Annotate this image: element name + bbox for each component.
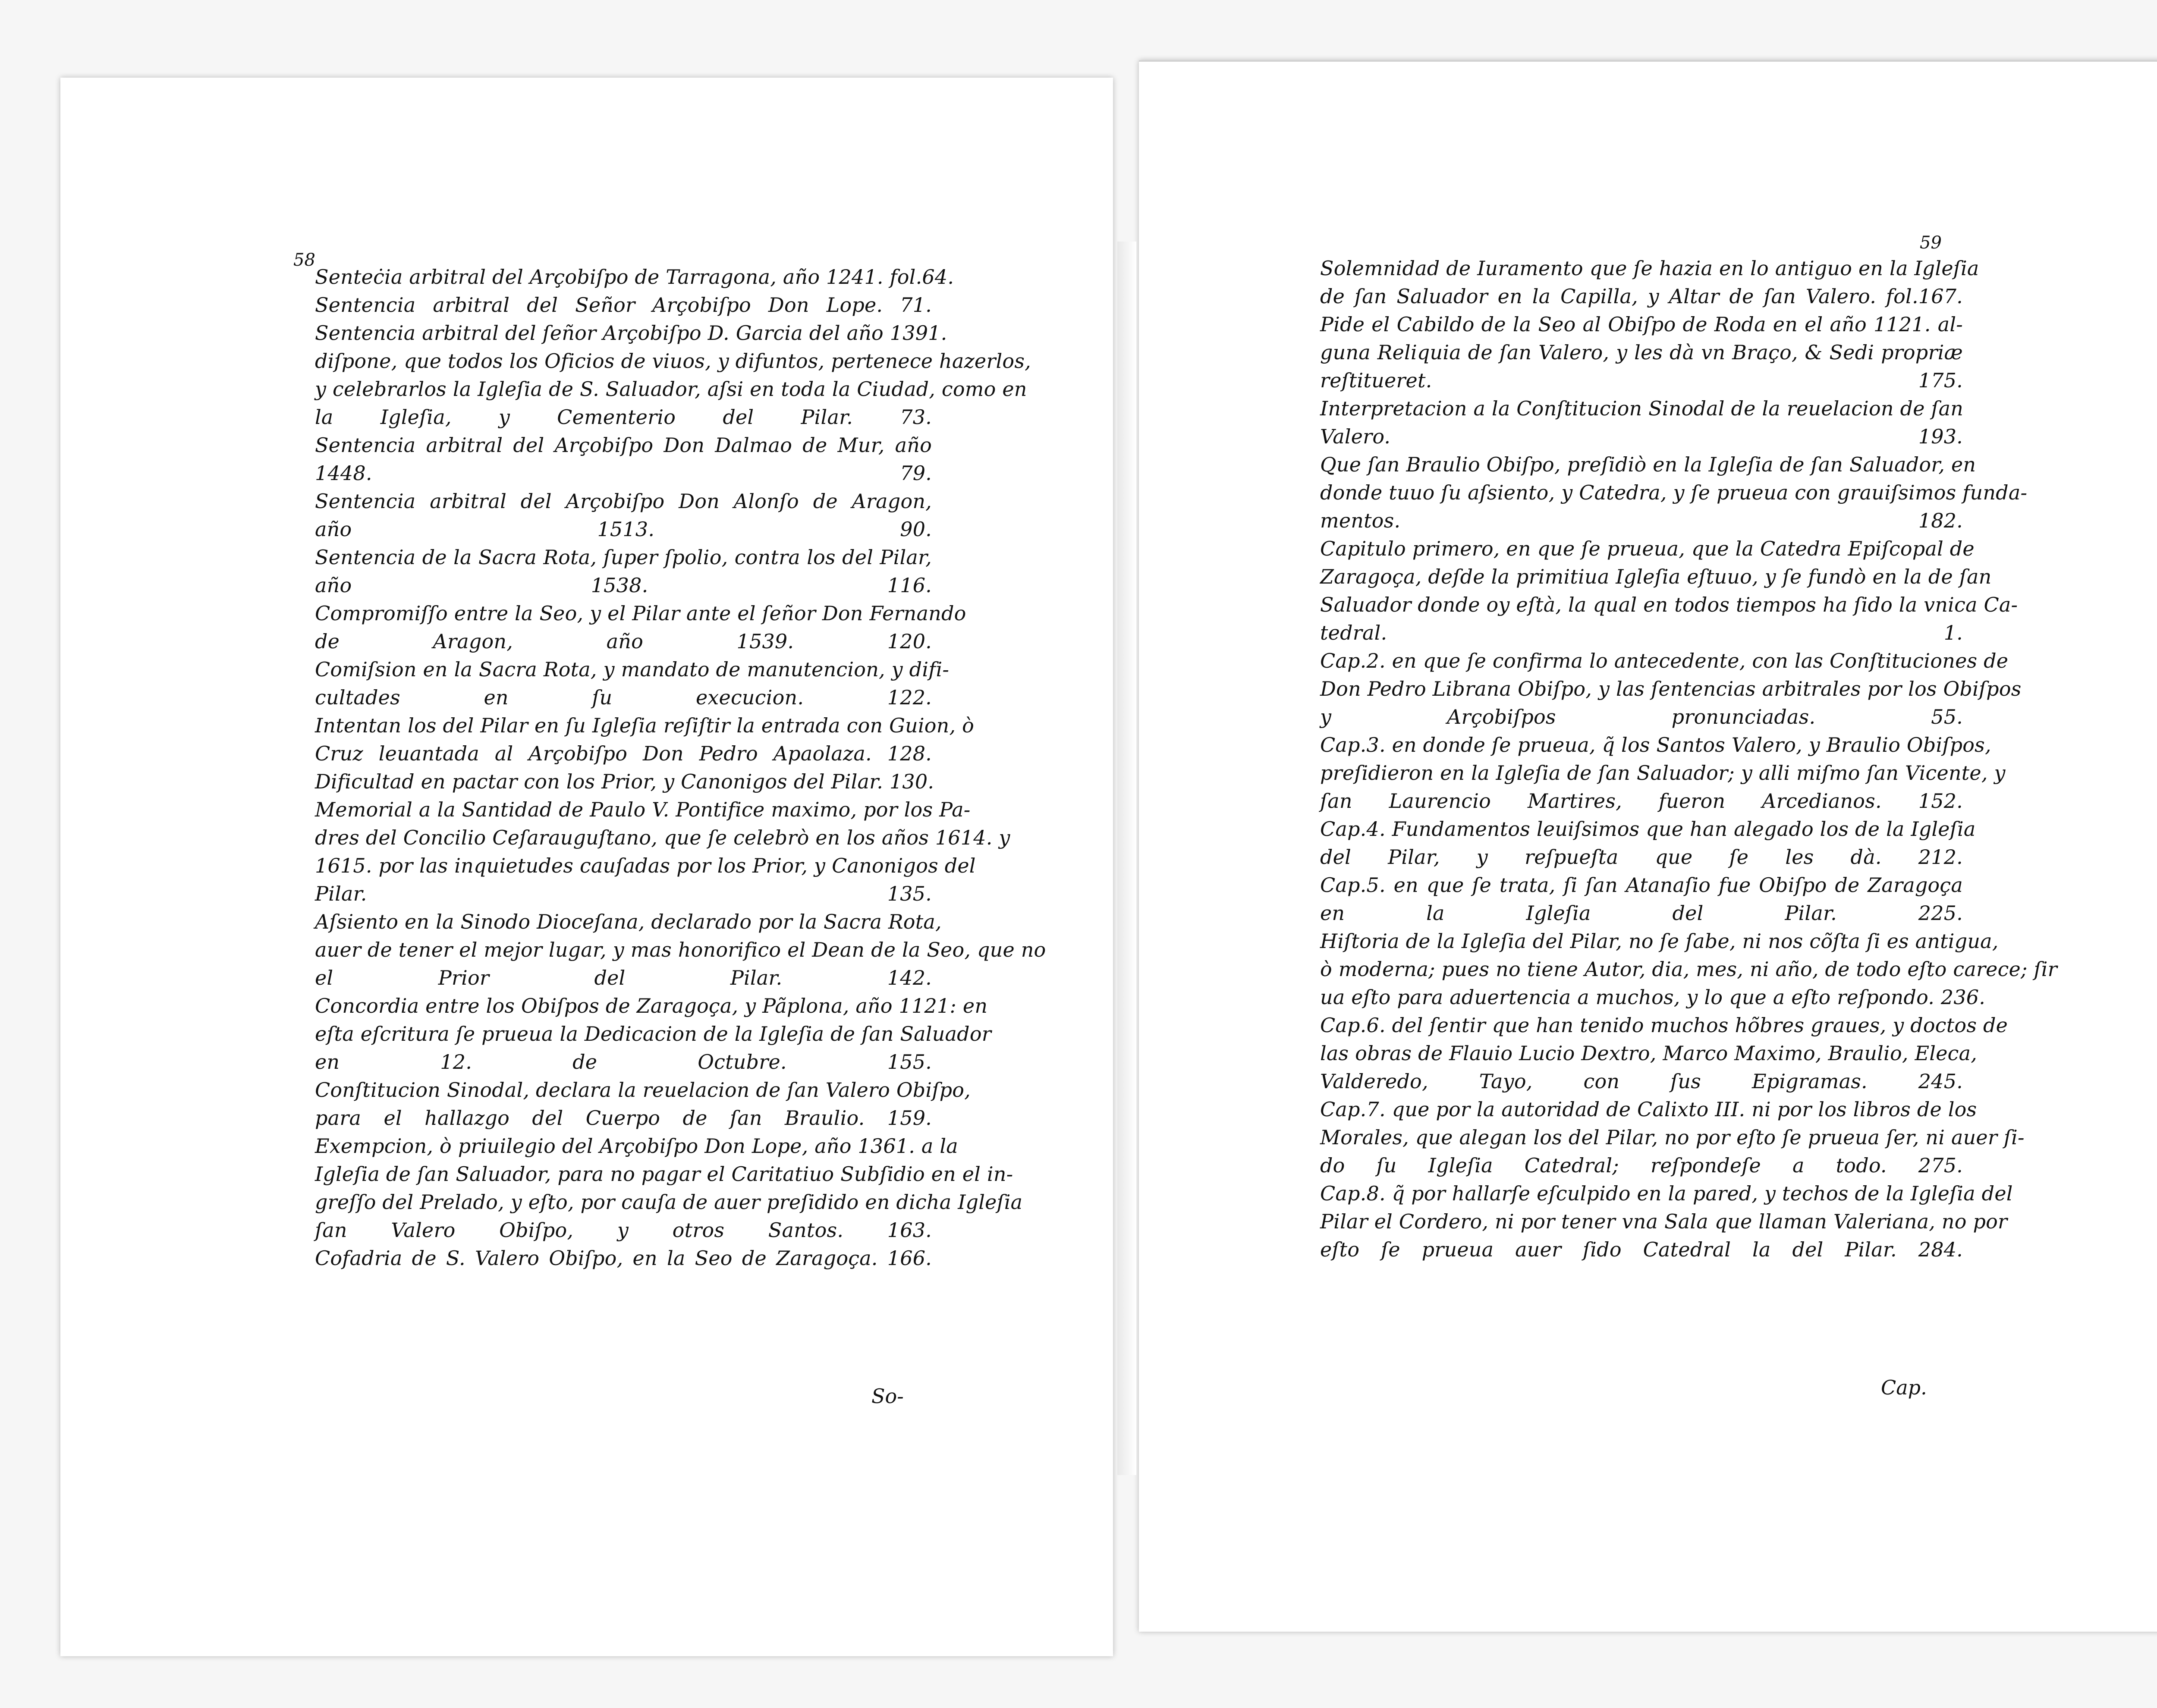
index-line: Sentencia arbitral del Arçobiſpo Don Alonſo de Aragon, <box>315 490 932 513</box>
index-line: Exempcion, ò priuilegio del Arçobiſpo Don Lope, año 1361. a la <box>315 1134 958 1158</box>
index-line: Cofadria de S. Valero Obiſpo, en la Seo de Zaragoça. 166. <box>315 1246 932 1270</box>
index-line: Sentencia arbitral del ſeñor Arçobiſpo D. Garcia del año 1391. <box>315 321 947 345</box>
index-line: Intentan los del Pilar en ſu Igleſia reſiſtir la entrada con Guion, ò <box>315 714 975 737</box>
left-page-index-text <box>315 263 1046 1272</box>
index-line: en la Igleſia del Pilar. 225. <box>1320 901 1963 925</box>
index-line: ſan Valero Obiſpo, y otros Santos. 163. <box>315 1218 932 1242</box>
index-line: Igleſia de ſan Saluador, para no pagar el Caritatiuo Subſidio en el in- <box>315 1162 1013 1186</box>
index-line: Sentencia de la Sacra Rota, ſuper ſpolio, contra los del Pilar, <box>315 546 932 569</box>
index-line: Saluador donde oy eſtà, la qual en todos tiempos ha ſido la vnica Ca- <box>1320 593 2018 616</box>
index-line: diſpone, que todos los Oficios de viuos, y difuntos, pertenece hazerlos, <box>315 349 1031 373</box>
index-line: Dificultad en pactar con los Prior, y Canonigos del Pilar. 130. <box>315 770 934 793</box>
index-line: greſſo del Prelado, y eſto, por cauſa de auer preſidido en dicha Igleſia <box>315 1190 1023 1214</box>
index-line: las obras de Flauio Lucio Dextro, Marco Maximo, Braulio, Eleca, <box>1320 1042 1978 1065</box>
index-line: Aſsiento en la Sinodo Dioceſana, declarado por la Sacra Rota, <box>315 910 942 933</box>
index-line: Que ſan Braulio Obiſpo, preſidiò en la Igleſia de ſan Saluador, en <box>1320 453 1976 476</box>
index-line: Senteċia arbitral del Arçobiſpo de Tarragona, año 1241. fol.64. <box>315 265 954 289</box>
index-line: do ſu Igleſia Catedral; reſpondeſe a todo. 275. <box>1320 1154 1963 1177</box>
index-line: Interpretacion a la Conſtitucion Sinodal de la reuelacion de ſan <box>1320 397 1964 420</box>
index-line: Sentencia arbitral del Arçobiſpo Don Dalmao de Mur, año <box>315 433 932 457</box>
index-line: dres del Concilio Ceſarauguſtano, que ſe celebrò en los años 1614. y <box>315 826 1010 849</box>
index-line: la Igleſia, y Cementerio del Pilar. 73. <box>315 405 932 429</box>
index-line: Zaragoça, deſde la primitiua Igleſia eſtuuo, y ſe fundò en la de ſan <box>1320 565 1992 588</box>
index-line: Comiſsion en la Sacra Rota, y mandato de manutencion, y difi- <box>315 658 950 681</box>
index-line: Cap.7. que por la autoridad de Calixto III. ni por los libros de los <box>1320 1098 1977 1121</box>
index-line: guna Reliquia de ſan Valero, y les dà vn Braço, & Sedi propriæ <box>1320 341 1963 364</box>
index-line: Cap.4. Fundamentos leuiſsimos que han alegado los de la Igleſia <box>1320 817 1976 841</box>
index-line: Cap.2. en que ſe confirma lo antecedente, con las Conſtituciones de <box>1320 649 2009 672</box>
index-line: Valderedo, Tayo, con ſus Epigramas. 245. <box>1320 1070 1963 1093</box>
index-line: año 1513. 90. <box>315 518 932 541</box>
index-line: año 1538. 116. <box>315 574 932 597</box>
index-line: de Aragon, año 1539. 120. <box>315 630 932 653</box>
index-line: auer de tener el mejor lugar, y mas honorifico el Dean de la Seo, que no <box>315 938 1046 961</box>
index-line: el Prior del Pilar. 142. <box>315 966 932 989</box>
index-line: Memorial a la Santidad de Paulo V. Pontifice maximo, por los Pa- <box>315 798 971 821</box>
right-page-index-text <box>1320 254 2057 1264</box>
index-line: tedral. 1. <box>1320 621 1963 644</box>
index-line: Valero. 193. <box>1320 425 1963 448</box>
index-line: Cruz leuantada al Arçobiſpo Don Pedro Apaolaza. 128. <box>315 742 932 765</box>
index-line: ò moderna; pues no tiene Autor, dia, mes, ni año, de todo eſto carece; ſir <box>1320 958 2057 981</box>
right-catchword: Cap. <box>1881 1376 1927 1399</box>
index-line: Solemnidad de Iuramento que ſe hazia en lo antiguo en la Igleſia <box>1320 257 1979 280</box>
index-line: donde tuuo ſu aſsiento, y Catedra, y ſe prueua con grauiſsimos funda- <box>1320 481 2028 504</box>
index-line: Capitulo primero, en que ſe prueua, que la Catedra Epiſcopal de <box>1320 537 1975 560</box>
index-line: y Arçobiſpos pronunciadas. 55. <box>1320 705 1963 728</box>
index-line: 1615. por las inquietudes cauſadas por los Prior, y Canonigos del <box>315 854 976 877</box>
index-line: ua eſto para aduertencia a muchos, y lo que a eſto reſpondo. 236. <box>1320 986 1986 1009</box>
index-line: Hiſtoria de la Igleſia del Pilar, no ſe ſabe, ni nos cõſta ſi es antigua, <box>1320 929 1999 953</box>
index-line: del Pilar, y reſpueſta que ſe les dà. 212. <box>1320 845 1963 869</box>
index-line: Concordia entre los Obiſpos de Zaragoça, y Pãplona, año 1121: en <box>315 994 988 1017</box>
index-line: Cap.8. q̃ por hallarſe eſculpido en la pared, y techos de la Igleſia del <box>1320 1182 2013 1205</box>
index-line: Cap.3. en donde ſe prueua, q̃ los Santos Valero, y Braulio Obiſpos, <box>1320 733 1991 757</box>
index-line: ſan Laurencio Martires, fueron Arcedianos. 152. <box>1320 789 1963 813</box>
index-line: para el hallazgo del Cuerpo de ſan Braulio. 159. <box>315 1106 932 1130</box>
index-line: y celebrarlos la Igleſia de S. Saluador, aſsi en toda la Ciudad, como en <box>315 377 1027 401</box>
index-line: Pilar el Cordero, ni por tener vna Sala que llaman Valeriana, no por <box>1320 1210 2008 1233</box>
index-line: cultades en ſu execucion. 122. <box>315 686 932 709</box>
left-page-number: 58 <box>293 250 315 270</box>
right-page-number: 59 <box>1920 233 1942 253</box>
index-line: preſidieron en la Igleſia de ſan Saluador; y alli miſmo ſan Vicente, y <box>1320 761 2006 785</box>
index-line: Don Pedro Librana Obiſpo, y las ſentencias arbitrales por los Obiſpos <box>1320 677 2022 700</box>
index-line: eſto ſe prueua auer ſido Catedral la del Pilar. 284. <box>1320 1238 1963 1261</box>
index-line: eſta eſcritura ſe prueua la Dedicacion de la Igleſia de ſan Saluador <box>315 1022 991 1046</box>
index-line: Pide el Cabildo de la Seo al Obiſpo de Roda en el año 1121. al- <box>1320 313 1963 336</box>
index-line: 1448. 79. <box>315 462 932 485</box>
index-line: Morales, que alegan los del Pilar, no por eſto ſe prueua ſer, ni auer ſi- <box>1320 1126 2025 1149</box>
left-catchword: So- <box>871 1385 904 1408</box>
index-line: Sentencia arbitral del Señor Arçobiſpo Don Lope. 71. <box>315 293 932 317</box>
index-line: de ſan Saluador en la Capilla, y Altar de ſan Valero. fol.167. <box>1320 285 1963 308</box>
index-line: en 12. de Octubre. 155. <box>315 1050 932 1074</box>
index-line: mentos. 182. <box>1320 509 1963 532</box>
index-line: Pilar. 135. <box>315 882 932 905</box>
index-line: Compromiſſo entre la Seo, y el Pilar ante el ſeñor Don Fernando <box>315 602 966 625</box>
book-gutter <box>1117 242 1136 1475</box>
index-line: Cap.5. en que ſe trata, ſi ſan Atanaſio fue Obiſpo de Zaragoça <box>1320 873 1963 897</box>
index-line: reſtitueret. 175. <box>1320 369 1963 392</box>
index-line: Conſtitucion Sinodal, declara la reuelacion de ſan Valero Obiſpo, <box>315 1078 971 1102</box>
index-line: Cap.6. del ſentir que han tenido muchos hõbres graues, y doctos de <box>1320 1014 2008 1037</box>
